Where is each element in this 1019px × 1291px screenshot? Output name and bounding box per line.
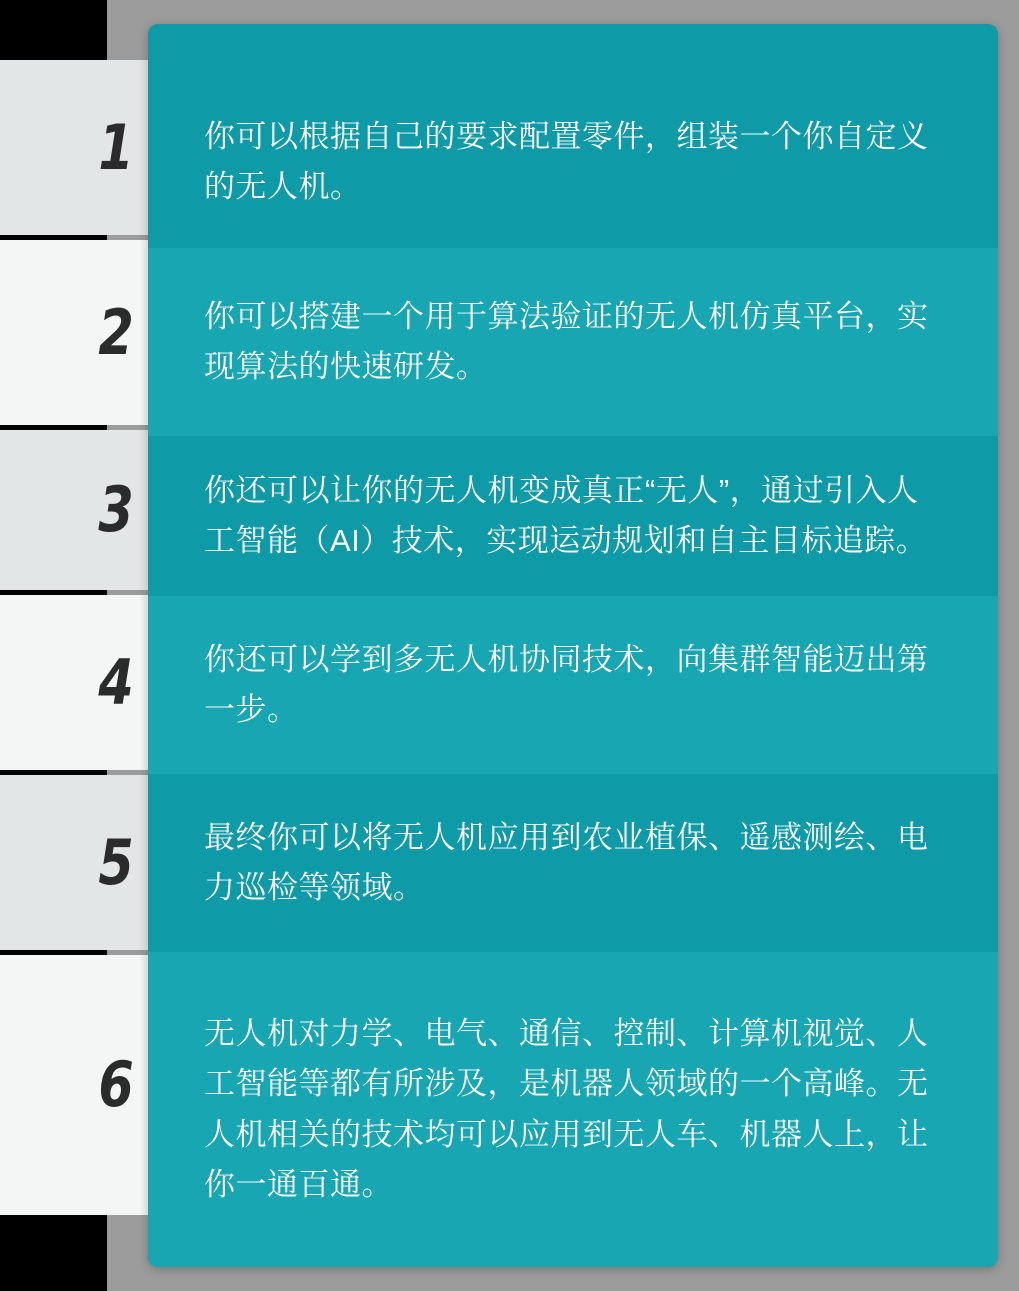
list-item-text: 你可以根据自己的要求配置零件，组装一个你自定义的无人机。 <box>204 118 929 204</box>
item-number: 3 <box>98 473 132 546</box>
number-band <box>0 430 148 590</box>
list-item <box>148 952 998 1267</box>
list-item-text: 你还可以学到多无人机协同技术，向集群智能迈出第一步。 <box>204 641 929 727</box>
item-number: 6 <box>98 1048 132 1121</box>
list-item <box>148 436 998 596</box>
list-item-text: 最终你可以将无人机应用到农业植保、遥感测绘、电力巡检等领域。 <box>204 819 929 905</box>
list-item-text: 无人机对力学、电气、通信、控制、计算机视觉、人工智能等都有所涉及，是机器人领域的一个高峰。无人机相关的技术均可以应用到无人车、机器人上，让你一通百通。 <box>204 1016 929 1202</box>
number-band <box>0 60 148 235</box>
list-item <box>148 774 998 952</box>
benefits-card <box>148 24 998 1267</box>
item-number: 1 <box>98 110 132 184</box>
number-band <box>0 240 148 425</box>
list-item <box>148 248 998 436</box>
number-band <box>0 775 148 950</box>
numbers-column <box>0 0 148 1291</box>
list-item <box>148 596 998 774</box>
item-number: 4 <box>98 645 132 719</box>
list-item <box>148 76 998 248</box>
item-number: 5 <box>98 825 132 899</box>
list-item-text: 你还可以让你的无人机变成真正“无人”，通过引入人工智能（AI）技术，实现运动规划和自主目标追踪。 <box>204 472 928 558</box>
item-number: 2 <box>98 295 132 369</box>
number-band <box>0 595 148 770</box>
list-item-text: 你可以搭建一个用于算法验证的无人机仿真平台，实现算法的快速研发。 <box>204 298 929 384</box>
number-band <box>0 955 148 1215</box>
